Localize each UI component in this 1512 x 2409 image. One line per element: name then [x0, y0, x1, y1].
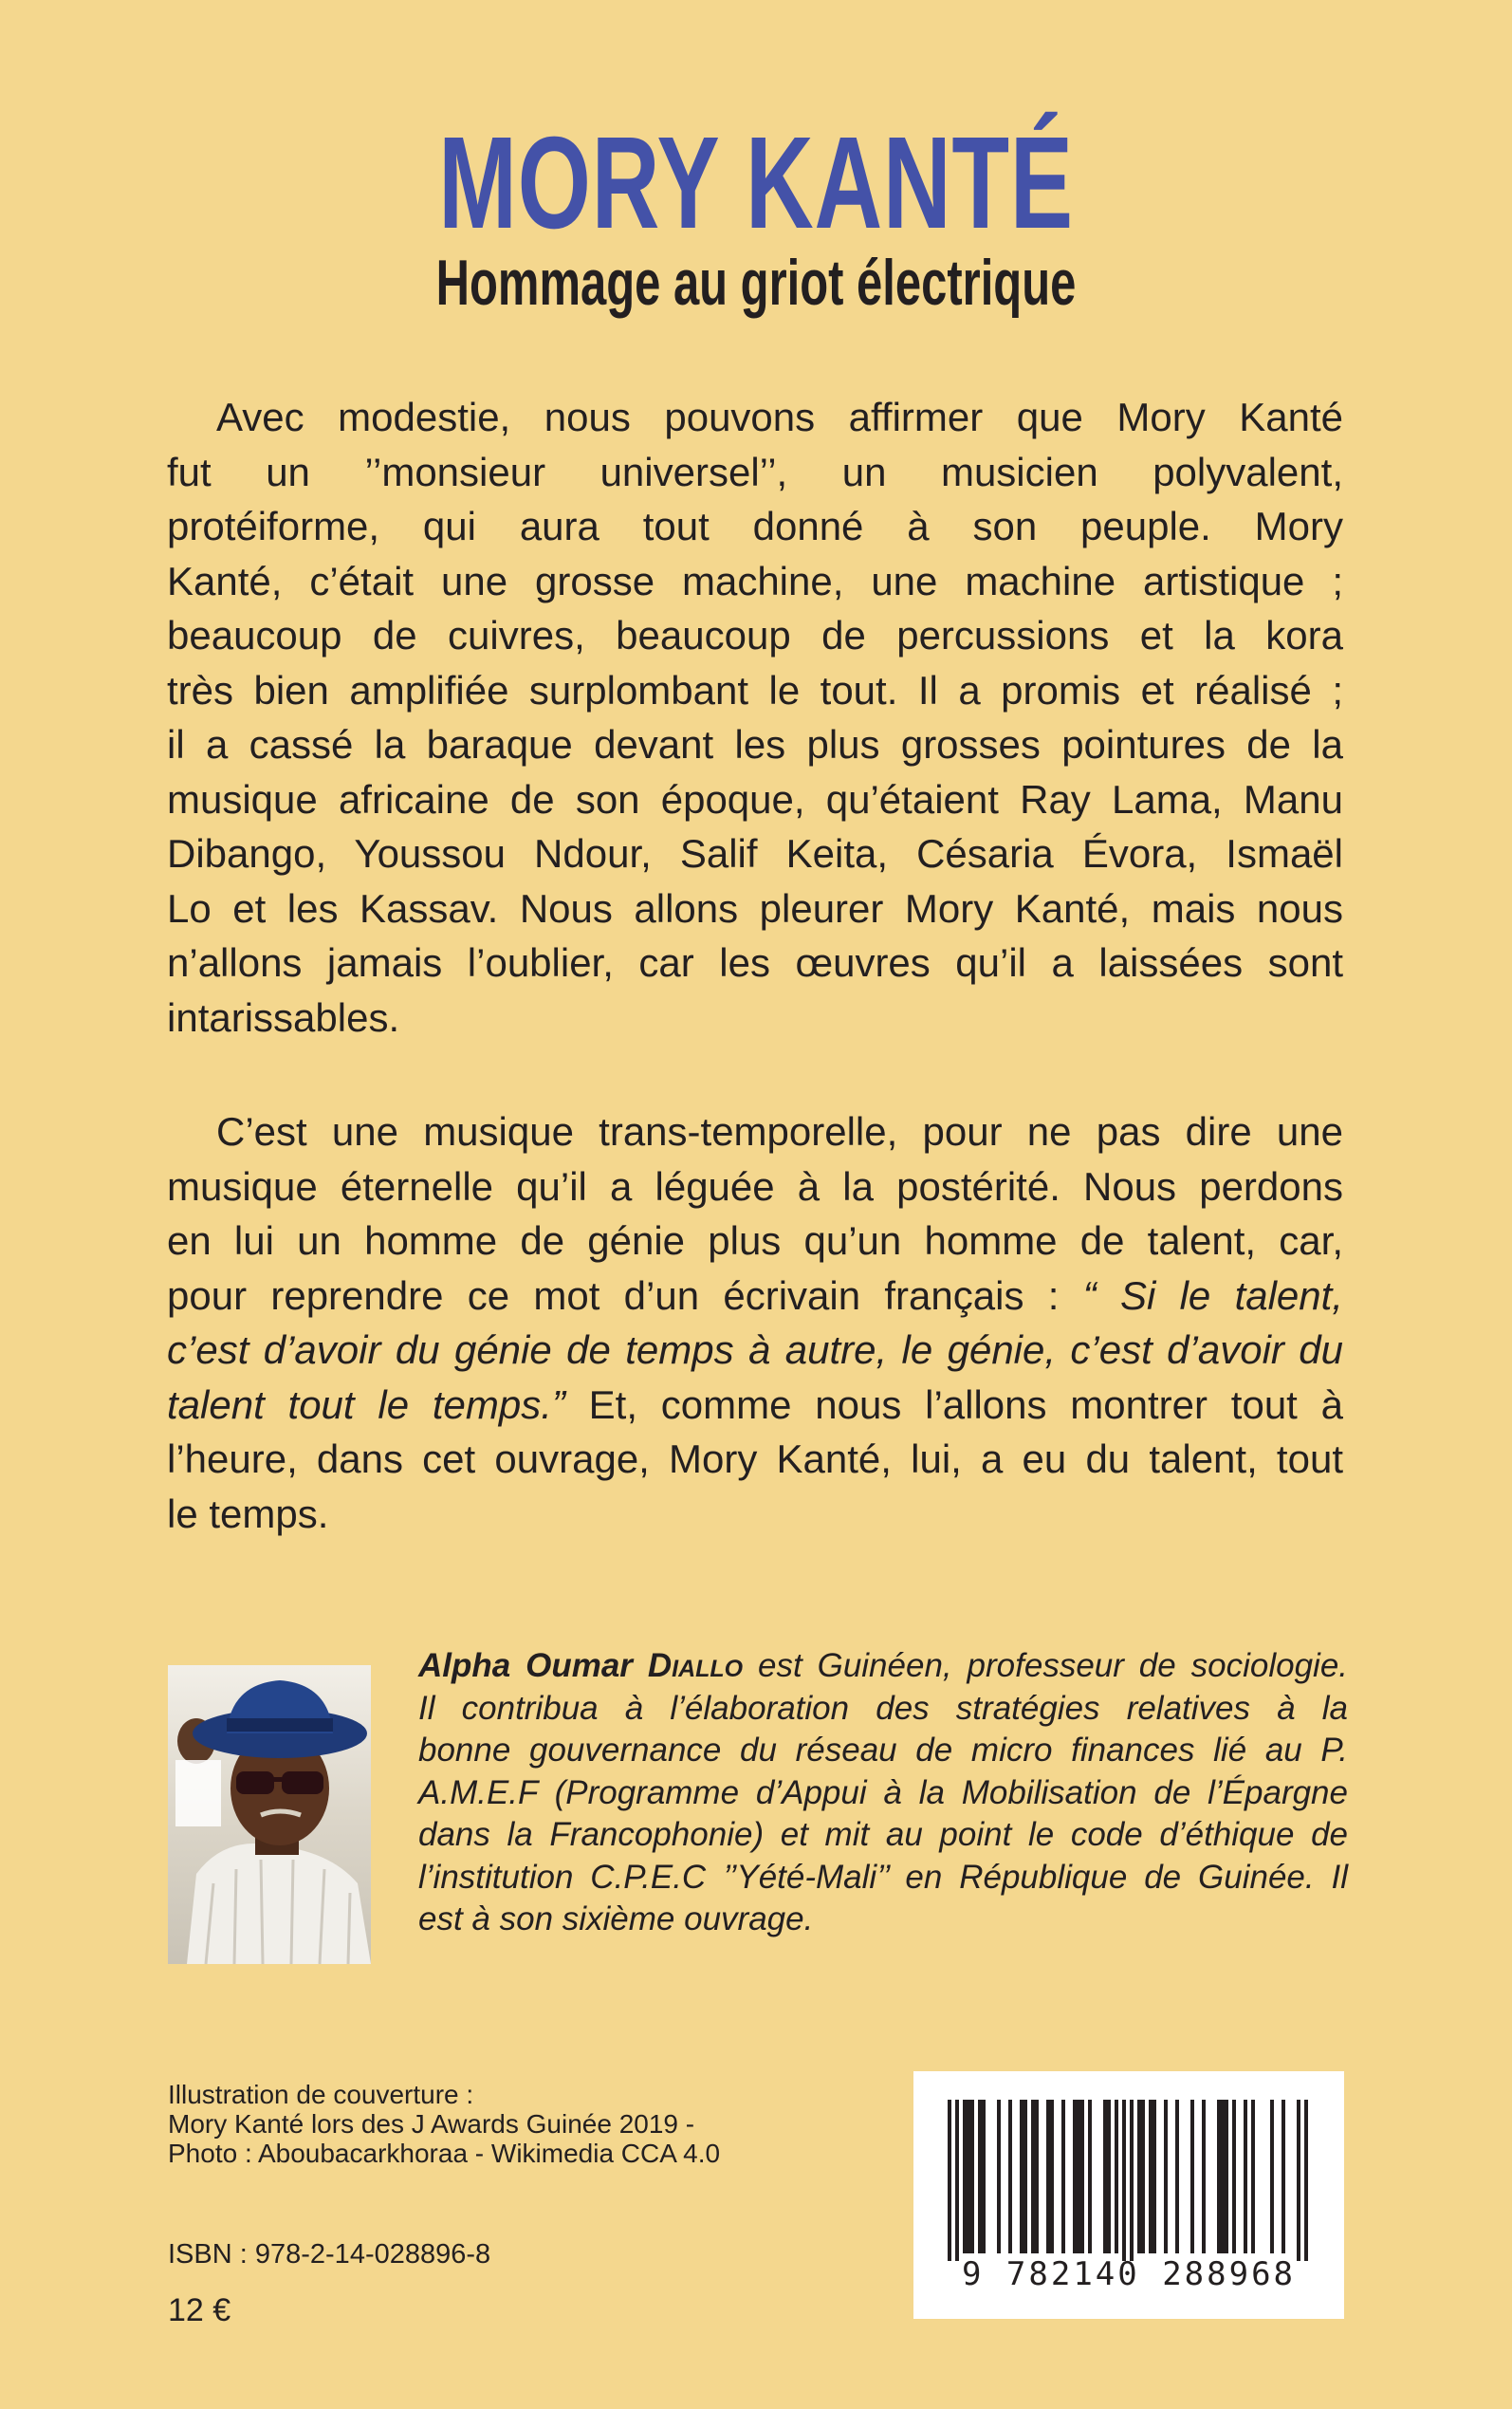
barcode-bar: [1149, 2100, 1152, 2253]
text-line: n’allons jamais l’oublier, car les œuvres qu’il a laissées sont: [167, 940, 1343, 985]
barcode-bar: [1035, 2100, 1039, 2253]
book-title: MORY KANTÉ: [438, 110, 1074, 256]
text-line: beaucoup de cuivres, beaucoup de percussions et la kora: [167, 613, 1343, 658]
text-line: le temps.: [167, 1491, 329, 1536]
text-line: [167, 1378, 1343, 1433]
text-line: fut un ’’monsieur universel’’, un musicien polyvalent,: [167, 449, 1343, 494]
barcode-bar: [1225, 2100, 1228, 2253]
barcode-bar: [967, 2100, 970, 2253]
barcode-bar: [1080, 2100, 1084, 2253]
barcode-bar: [1130, 2100, 1134, 2261]
text-segment: Et, comme nous l’allons montrer tout à: [564, 1381, 1343, 1427]
summary-paragraph-2: [167, 1104, 1343, 1541]
barcode-bar: [1050, 2100, 1054, 2253]
text-line: C’est une musique trans-temporelle, pour ne pas dire une: [216, 1109, 1343, 1154]
book-subtitle: Hommage au griot électrique: [435, 247, 1077, 319]
barcode-bar: [1202, 2100, 1206, 2253]
barcode-bar: [1088, 2100, 1092, 2253]
barcode-bar: [1304, 2100, 1308, 2261]
quote-text: “ Si le talent,: [1082, 1272, 1343, 1318]
text-line: Lo et les Kassav. Nous allons pleurer Mory Kanté, mais nous: [167, 885, 1343, 931]
text-line: est à son sixième ouvrage.: [418, 1900, 814, 1937]
barcode-bar: [1217, 2100, 1221, 2253]
barcode-bar: [1232, 2100, 1236, 2253]
barcode-bar: [1152, 2100, 1156, 2253]
text-line: l’heure, dans cet ouvrage, Mory Kanté, lui, a eu du talent, tout: [167, 1436, 1343, 1481]
barcode-bar: [1141, 2100, 1145, 2253]
barcode-bar: [1008, 2100, 1012, 2253]
barcode-bar: [1061, 2100, 1065, 2253]
barcode-bar: [1077, 2100, 1080, 2253]
text-segment: pour reprendre ce mot d’un écrivain français :: [167, 1272, 1083, 1318]
barcode-bar: [1175, 2100, 1179, 2253]
text-line: intarissables.: [167, 994, 400, 1040]
barcode-bar: [1073, 2100, 1077, 2253]
text-line: musique africaine de son époque, qu’étaient Ray Lama, Manu: [167, 776, 1343, 822]
text-line: A.M.E.F (Programme d’Appui à la Mobilisation de l’Épargne: [418, 1773, 1348, 1811]
text-line: dans la Francophonie) et mit au point le code d’éthique de: [418, 1816, 1348, 1853]
barcode-bar: [1103, 2100, 1107, 2253]
text-line: très bien amplifiée surplombant le tout. Il a promis et réalisé ;: [167, 667, 1343, 713]
text-segment: est Guinéen, professeur de sociologie.: [743, 1647, 1349, 1684]
quote-text: c’est d’avoir du génie de temps à autre, le génie, c’est d’avoir du: [167, 1327, 1343, 1372]
text-line: Avec modestie, nous pouvons affirmer que Mory Kanté: [216, 395, 1343, 439]
barcode-bar: [1282, 2100, 1285, 2253]
text-line: musique éternelle qu’il a léguée à la postérité. Nous perdons: [167, 1163, 1343, 1209]
barcode-bar: [1221, 2100, 1225, 2253]
text-line: protéiforme, qui aura tout donné à son peuple. Mory: [167, 504, 1343, 548]
author-photo: [168, 1665, 371, 1964]
price: 12 €: [168, 2292, 231, 2328]
barcode-digits: 9 782140 288968: [961, 2255, 1297, 2293]
barcode-bar: [1115, 2100, 1118, 2253]
barcode-bar: [1244, 2100, 1247, 2253]
barcode-bar: [982, 2100, 986, 2253]
text-line: [418, 1645, 1348, 1688]
cover-credits: [168, 2080, 720, 2168]
barcode-bar: [970, 2100, 974, 2253]
text-line: Kanté, c’était une grosse machine, une machine artistique ;: [167, 558, 1343, 603]
barcode-bar: [1297, 2100, 1300, 2261]
author-surname: Diallo: [647, 1647, 744, 1684]
barcode-bar: [1164, 2100, 1168, 2253]
author-name: Alpha Oumar: [418, 1647, 648, 1684]
barcode-bar: [1020, 2100, 1023, 2253]
text-line: Il contribua à l’élaboration des stratégies relatives à la: [418, 1689, 1348, 1727]
barcode-bar: [1031, 2100, 1035, 2253]
text-line: en lui un homme de génie plus qu’un homme de talent, car,: [167, 1218, 1343, 1263]
text-line: Dibango, Youssou Ndour, Salif Keita, Césaria Évora, Ismaël: [167, 831, 1343, 876]
text-line: il a cassé la baraque devant les plus grosses pointures de la: [167, 722, 1343, 767]
text-line: l’institution C.P.E.C ’’Yété-Mali’’ en République de Guinée. Il: [418, 1858, 1348, 1896]
text-line: [167, 1269, 1343, 1324]
barcode-bar: [1270, 2100, 1274, 2253]
barcode-bar: [948, 2100, 951, 2261]
text-line: [167, 1323, 1343, 1378]
barcode-bar: [1251, 2100, 1255, 2253]
credit-line: Mory Kanté lors des J Awards Guinée 2019 -: [168, 2109, 695, 2139]
barcode-bar: [955, 2100, 959, 2261]
credit-line: Photo : Aboubacarkhoraa - Wikimedia CCA 4.0: [168, 2139, 721, 2168]
barcode-bar: [1023, 2100, 1027, 2253]
summary-paragraph-1: [167, 390, 1343, 1045]
barcode-bar: [997, 2100, 1001, 2253]
barcode-bar: [978, 2100, 982, 2253]
author-bio: [418, 1645, 1348, 1941]
barcode-bar: [1190, 2100, 1194, 2253]
quote-text: talent tout le temps.”: [167, 1381, 565, 1427]
barcode-bar: [1137, 2100, 1141, 2253]
barcode-bar: [1107, 2100, 1111, 2253]
barcode-bar: [1122, 2100, 1126, 2261]
barcode-bars: [913, 2071, 1344, 2261]
barcode-bar: [963, 2100, 967, 2253]
text-line: bonne gouvernance du réseau de micro finances lié au P.: [418, 1732, 1348, 1769]
credit-line: Illustration de couverture :: [168, 2080, 474, 2109]
barcode-bar: [1046, 2100, 1050, 2253]
isbn: ISBN : 978-2-14-028896-8: [168, 2239, 491, 2270]
barcode: [913, 2071, 1344, 2319]
